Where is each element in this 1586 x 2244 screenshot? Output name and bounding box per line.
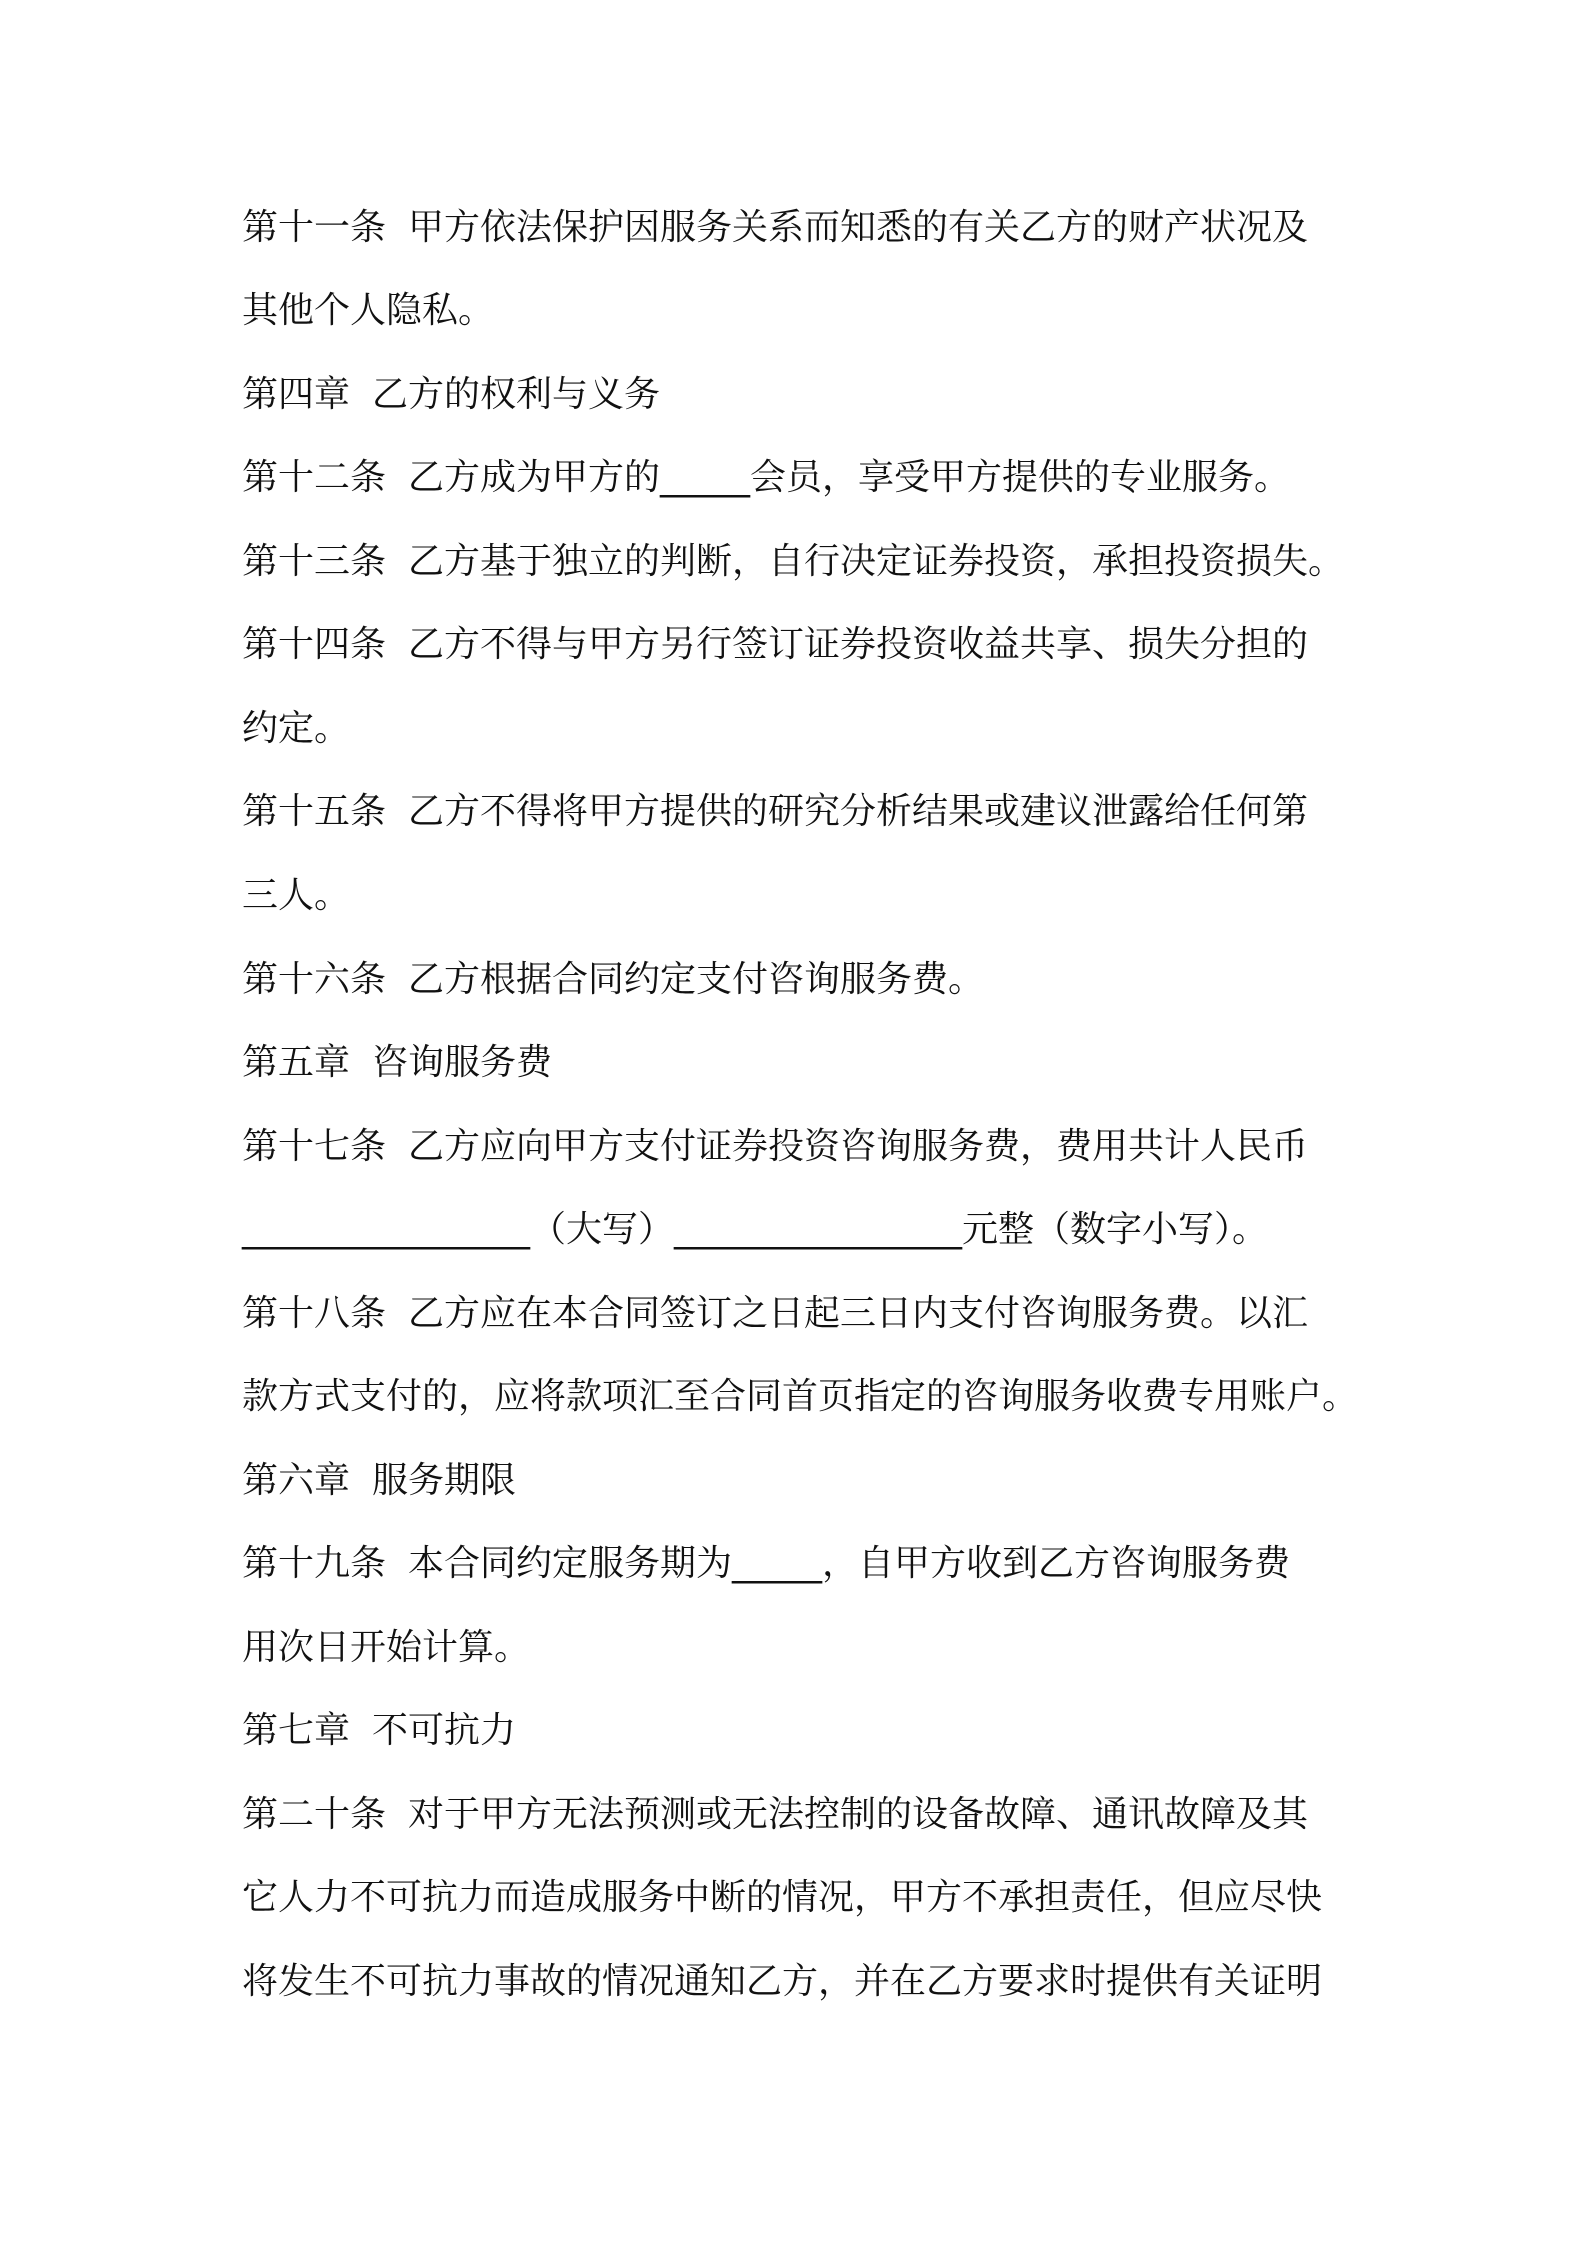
article-label: 第十三条 — [242, 541, 387, 582]
article-text: 甲方依法保护因服务关系而知悉的有关乙方的财产状况及 — [408, 207, 1309, 248]
article-18-line-1 — [242, 1284, 1392, 1344]
article-20-line-2 — [242, 1868, 1392, 1928]
chapter-label: 第六章 — [242, 1460, 351, 1501]
article-label: 第十一条 — [242, 207, 387, 248]
article-text: 用次日开始计算。 — [242, 1627, 531, 1668]
article-text: 款方式支付的，应将款项汇至合同首页指定的咨询服务收费专用账户。 — [242, 1376, 1359, 1417]
article-20-line-1 — [242, 1785, 1392, 1845]
article-11-line-1 — [242, 198, 1392, 258]
article-text: 其他个人隐私。 — [242, 290, 495, 331]
article-label: 第十六条 — [242, 959, 387, 1000]
chapter-title: 咨询服务费 — [372, 1042, 553, 1083]
chapter-4-heading — [242, 365, 1392, 425]
article-15-line-1 — [242, 782, 1392, 842]
article-16-line-1 — [242, 950, 1392, 1010]
chapter-label: 第五章 — [242, 1042, 351, 1083]
article-20-line-3 — [242, 1952, 1392, 2012]
chapter-title: 不可抗力 — [372, 1710, 517, 1751]
chapter-label: 第四章 — [242, 374, 351, 415]
article-19-line-1 — [242, 1534, 1392, 1594]
article-text: 三人。 — [242, 875, 351, 916]
article-text: 乙方根据合同约定支付咨询服务费。 — [408, 959, 985, 1000]
article-19-line-2 — [242, 1618, 1392, 1678]
article-label: 第十八条 — [242, 1293, 387, 1334]
article-text: 乙方成为甲方的_____会员，享受甲方提供的专业服务。 — [408, 457, 1291, 498]
article-15-line-2 — [242, 866, 1392, 926]
article-label: 第十二条 — [242, 457, 387, 498]
article-14-line-1 — [242, 615, 1392, 675]
chapter-label: 第七章 — [242, 1710, 351, 1751]
article-13-line-1 — [242, 532, 1392, 592]
article-label: 第十九条 — [242, 1543, 387, 1584]
article-text: 约定。 — [242, 708, 351, 749]
article-text: 本合同约定服务期为_____，自甲方收到乙方咨询服务费 — [408, 1543, 1291, 1584]
article-text: 乙方应在本合同签订之日起三日内支付咨询服务费。以汇 — [408, 1293, 1309, 1334]
article-text: 乙方不得将甲方提供的研究分析结果或建议泄露给任何第 — [408, 791, 1309, 832]
article-17-line-1 — [242, 1117, 1392, 1177]
article-label: 第二十条 — [242, 1794, 387, 1835]
article-12-line-1 — [242, 448, 1392, 508]
article-label: 第十七条 — [242, 1126, 387, 1167]
article-text: 对于甲方无法预测或无法控制的设备故障、通讯故障及其 — [408, 1794, 1309, 1835]
article-text: 它人力不可抗力而造成服务中断的情况，甲方不承担责任，但应尽快 — [242, 1877, 1323, 1918]
article-text: 乙方基于独立的判断，自行决定证券投资，承担投资损失。 — [408, 541, 1345, 582]
article-text: 乙方应向甲方支付证券投资咨询服务费，费用共计人民币 — [408, 1126, 1309, 1167]
article-text: 乙方不得与甲方另行签订证券投资收益共享、损失分担的 — [408, 624, 1309, 665]
article-11-line-2 — [242, 281, 1392, 341]
article-17-line-2 — [242, 1200, 1392, 1260]
article-text: ________________（大写）________________元整（数字小写）。 — [242, 1209, 1269, 1250]
chapter-title: 乙方的权利与义务 — [372, 374, 661, 415]
article-18-line-2 — [242, 1367, 1392, 1427]
chapter-title: 服务期限 — [372, 1460, 517, 1501]
article-text: 将发生不可抗力事故的情况通知乙方，并在乙方要求时提供有关证明 — [242, 1961, 1323, 2002]
article-14-line-2 — [242, 699, 1392, 759]
article-label: 第十五条 — [242, 791, 387, 832]
chapter-6-heading — [242, 1451, 1392, 1511]
chapter-5-heading — [242, 1033, 1392, 1093]
article-label: 第十四条 — [242, 624, 387, 665]
chapter-7-heading — [242, 1701, 1392, 1761]
